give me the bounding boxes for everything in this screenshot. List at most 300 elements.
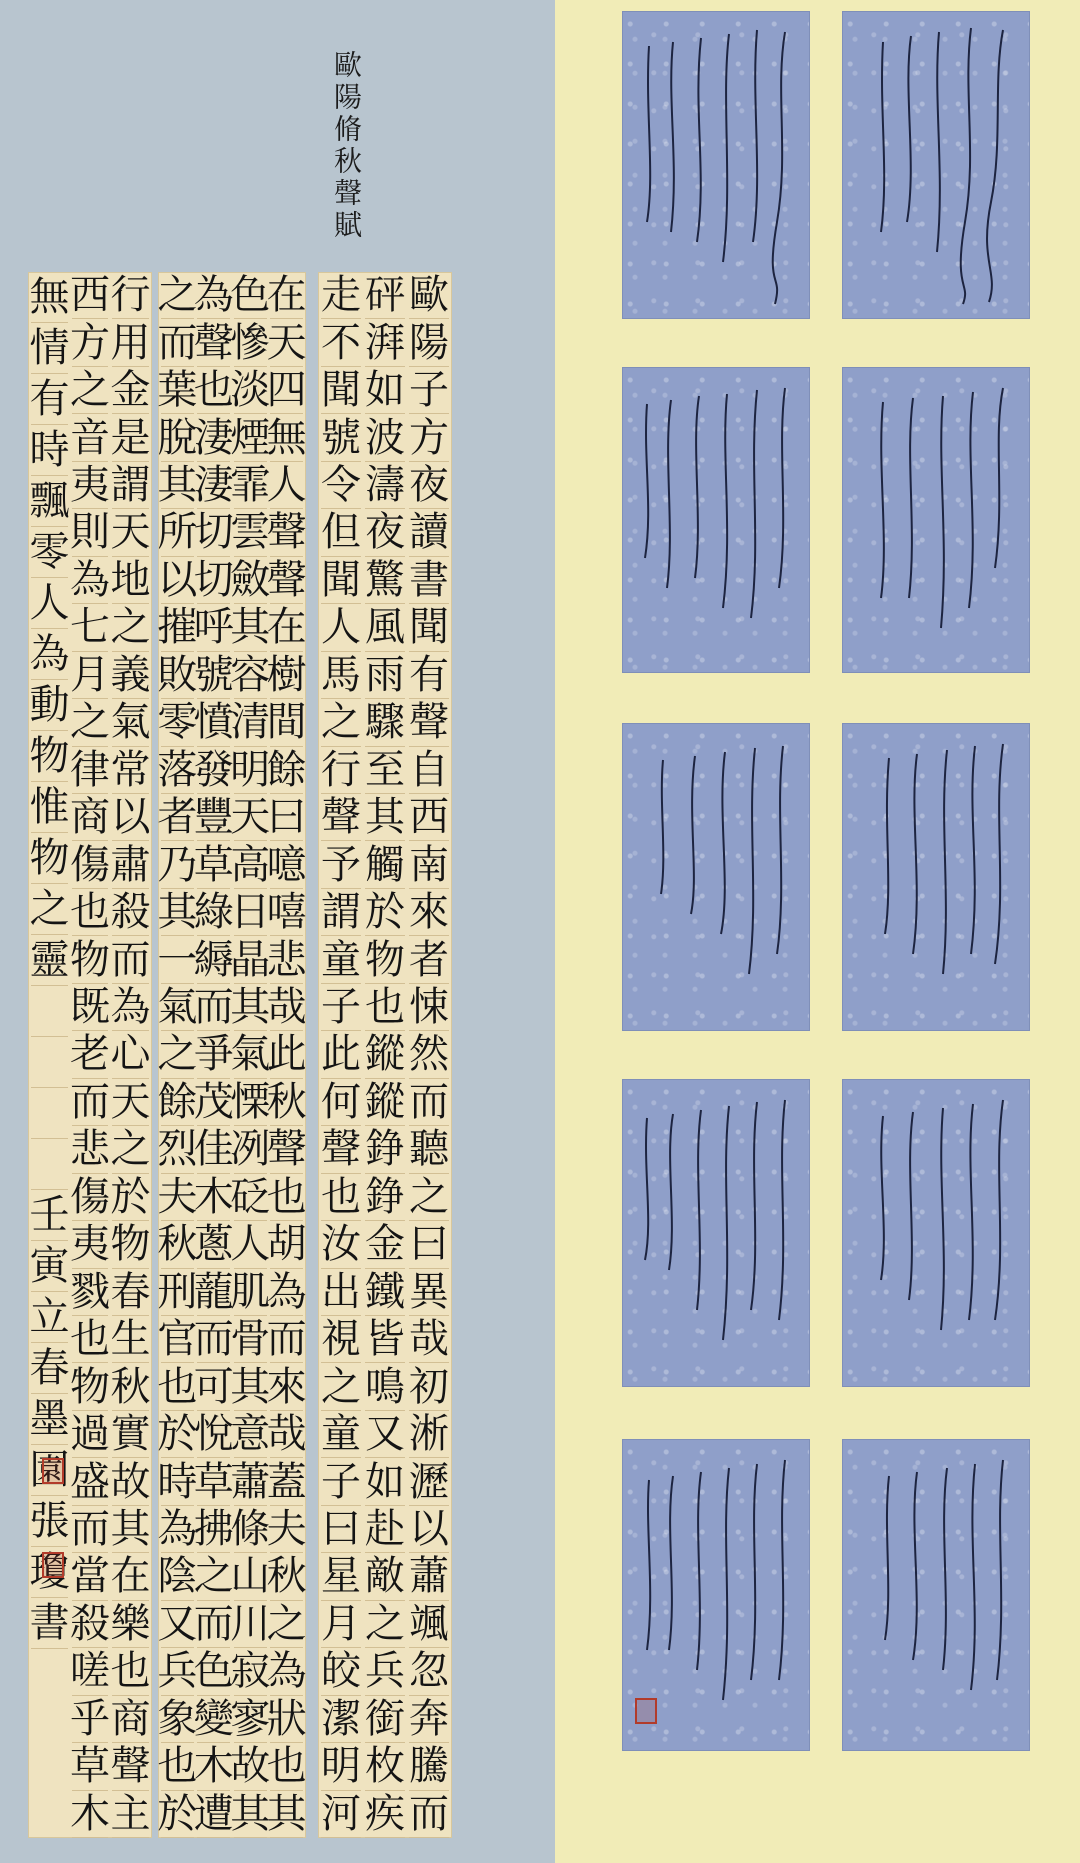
character-cell: 夜 (365, 509, 405, 556)
album-leaf-1-left (623, 12, 809, 318)
character-cell: 瀝 (408, 1458, 449, 1505)
character-cell: 哉 (266, 984, 307, 1031)
character-cell: 兵 (157, 1648, 198, 1695)
character-cell: 木 (193, 1743, 234, 1790)
character-cell: 而 (193, 984, 234, 1031)
character-cell: 乎 (70, 1695, 110, 1742)
character-cell: 此 (266, 1031, 307, 1078)
grid-panel-left (28, 272, 152, 1838)
character-cell: 錚 (365, 1126, 405, 1173)
character-cell: 有 (31, 374, 68, 425)
character-cell: 書 (31, 1598, 68, 1649)
character-cell (31, 1037, 68, 1088)
character-cell: 其 (110, 1506, 151, 1552)
character-cell: 書 (408, 556, 449, 603)
character-cell: 西 (70, 272, 110, 319)
character-cell: 蕭 (408, 1553, 449, 1600)
character-cell: 童 (321, 1411, 362, 1458)
character-cell: 零 (157, 699, 198, 746)
character-cell: 物 (70, 1363, 110, 1410)
character-cell: 煙 (230, 414, 271, 461)
album-leaf-2-left (623, 368, 809, 672)
character-cell: 兵 (365, 1648, 405, 1695)
character-cell: 如 (365, 1458, 405, 1505)
character-cell: 肌 (230, 1268, 271, 1315)
character-cell: 動 (31, 680, 68, 731)
text-column (72, 272, 109, 1838)
character-cell: 落 (157, 746, 198, 793)
character-cell: 老 (70, 1031, 110, 1078)
character-cell: 殺 (70, 1600, 110, 1647)
character-cell: 而 (408, 1790, 449, 1837)
right-album-mount (555, 0, 1080, 1863)
character-cell: 以 (157, 556, 198, 603)
character-cell: 摧 (157, 604, 198, 651)
character-cell: 其 (230, 1790, 271, 1837)
character-cell: 人 (31, 578, 68, 629)
character-cell: 晶 (230, 936, 271, 983)
character-cell: 秋 (266, 1553, 307, 1600)
grid-panel-middle (158, 272, 306, 1838)
character-cell: 時 (31, 425, 68, 476)
character-cell: 聲 (266, 509, 307, 556)
character-cell: 乃 (157, 841, 198, 888)
character-cell: 寅 (31, 1241, 68, 1292)
character-cell: 天 (110, 509, 151, 556)
character-cell: 呼 (193, 604, 234, 651)
character-cell: 也 (266, 1743, 307, 1790)
character-cell: 靈 (31, 935, 68, 986)
character-cell: 其 (230, 604, 271, 651)
character-cell: 鏦 (365, 1031, 405, 1078)
character-cell: 也 (193, 367, 234, 414)
character-cell: 秋 (110, 1363, 151, 1410)
character-cell: 飄 (31, 476, 68, 527)
character-cell: 異 (408, 1268, 449, 1315)
character-cell: 而 (110, 936, 151, 983)
character-cell: 砭 (230, 1173, 271, 1220)
character-cell: 律 (70, 746, 110, 793)
character-cell: 淡 (230, 367, 271, 414)
character-cell: 蔥 (193, 1221, 234, 1268)
character-cell: 之 (193, 1553, 234, 1600)
character-cell: 南 (408, 841, 449, 888)
seal-stamp (635, 1698, 657, 1724)
character-cell: 天 (266, 319, 307, 366)
character-cell: 觸 (365, 841, 405, 888)
character-cell: 也 (266, 1173, 307, 1220)
character-cell: 子 (321, 984, 362, 1031)
character-cell: 草 (193, 841, 234, 888)
character-cell: 商 (70, 794, 110, 841)
character-cell: 零 (31, 527, 68, 578)
character-cell: 為 (266, 1648, 307, 1695)
character-cell: 氣 (157, 984, 198, 1031)
character-cell: 餘 (157, 1078, 198, 1125)
character-cell: 變 (193, 1695, 234, 1742)
album-leaf-2-right (843, 368, 1029, 672)
character-cell: 謂 (321, 889, 362, 936)
character-cell: 人 (266, 462, 307, 509)
character-cell: 天 (110, 1078, 151, 1125)
character-cell: 夷 (70, 462, 110, 509)
character-cell: 人 (321, 604, 362, 651)
character-cell: 淒 (193, 462, 234, 509)
character-cell: 而 (193, 1316, 234, 1363)
character-cell: 之 (365, 1600, 405, 1647)
character-cell: 如 (365, 367, 405, 414)
character-cell: 波 (365, 414, 405, 461)
character-cell: 清 (230, 699, 271, 746)
character-cell: 悅 (193, 1411, 234, 1458)
character-cell: 故 (110, 1458, 151, 1505)
character-cell: 也 (70, 889, 110, 936)
character-cell: 之 (70, 367, 110, 414)
text-column (230, 272, 271, 1838)
character-cell: 時 (157, 1458, 198, 1505)
character-cell: 樂 (110, 1600, 151, 1647)
character-cell: 曰 (408, 1221, 449, 1268)
character-cell: 餘 (266, 746, 307, 793)
character-cell: 號 (321, 414, 362, 461)
character-cell: 蓋 (266, 1458, 307, 1505)
character-cell: 童 (321, 936, 362, 983)
character-cell: 脫 (157, 414, 198, 461)
character-cell: 生 (110, 1316, 151, 1363)
character-cell: 予 (321, 841, 362, 888)
character-cell: 用 (110, 319, 151, 366)
character-cell: 冽 (230, 1126, 271, 1173)
character-cell: 於 (110, 1173, 151, 1220)
character-cell: 明 (321, 1743, 362, 1790)
album-leaf-5-right (843, 1440, 1029, 1750)
character-cell: 色 (193, 1648, 234, 1695)
character-cell: 之 (321, 699, 362, 746)
character-cell: 又 (157, 1600, 198, 1647)
character-cell: 枚 (365, 1743, 405, 1790)
character-cell: 陰 (157, 1553, 198, 1600)
character-cell: 不 (321, 319, 362, 366)
character-cell: 明 (230, 746, 271, 793)
character-cell: 雨 (365, 651, 405, 698)
character-cell: 高 (230, 841, 271, 888)
character-cell: 行 (110, 272, 151, 319)
character-cell: 也 (70, 1316, 110, 1363)
character-cell: 傷 (70, 841, 110, 888)
character-cell: 赴 (365, 1506, 405, 1552)
character-cell: 風 (365, 604, 405, 651)
text-column (157, 272, 198, 1838)
character-cell: 無 (31, 272, 68, 323)
album-leaf-4-left (623, 1080, 809, 1386)
character-cell: 金 (110, 367, 151, 414)
character-cell: 斂 (230, 556, 271, 603)
character-cell: 刑 (157, 1268, 198, 1315)
character-cell: 霏 (230, 462, 271, 509)
character-cell: 濤 (365, 462, 405, 509)
character-cell: 自 (408, 746, 449, 793)
character-cell: 然 (408, 1031, 449, 1078)
character-cell: 立 (31, 1292, 68, 1343)
character-cell: 奔 (408, 1695, 449, 1742)
character-cell: 方 (70, 319, 110, 366)
character-cell: 氣 (230, 1031, 271, 1078)
character-cell: 既 (70, 984, 110, 1031)
character-cell: 其 (230, 1363, 271, 1410)
character-cell: 寂 (230, 1648, 271, 1695)
character-cell: 鐵 (365, 1268, 405, 1315)
character-cell: 汝 (321, 1221, 362, 1268)
character-cell: 聞 (321, 367, 362, 414)
character-cell: 敵 (365, 1553, 405, 1600)
character-cell: 葉 (157, 367, 198, 414)
scroll-title: 歐陽脩秋聲賦 (330, 50, 363, 242)
character-cell: 色 (230, 272, 271, 319)
character-cell: 日 (230, 889, 271, 936)
character-cell: 者 (408, 936, 449, 983)
character-cell (31, 1088, 68, 1139)
character-cell: 木 (70, 1790, 110, 1837)
grid-panel-right (318, 272, 452, 1838)
character-cell: 寥 (230, 1695, 271, 1742)
character-cell: 之 (110, 1126, 151, 1173)
character-cell: 商 (110, 1695, 151, 1742)
character-cell: 物 (31, 833, 68, 884)
character-cell: 官 (157, 1316, 198, 1363)
character-cell: 歐 (408, 272, 449, 319)
character-cell: 可 (193, 1363, 234, 1410)
character-cell: 聲 (408, 699, 449, 746)
character-cell: 之 (157, 272, 198, 319)
character-cell: 骨 (230, 1316, 271, 1363)
character-cell: 而 (193, 1600, 234, 1647)
character-cell: 縟 (193, 936, 234, 983)
character-cell: 淒 (193, 414, 234, 461)
character-cell: 悲 (266, 936, 307, 983)
character-cell: 墨 (31, 1394, 68, 1445)
character-cell: 為 (110, 984, 151, 1031)
character-cell: 物 (110, 1221, 151, 1268)
character-cell: 秋 (266, 1078, 307, 1125)
character-cell: 蘢 (193, 1268, 234, 1315)
text-column (31, 272, 68, 1838)
character-cell: 胡 (266, 1221, 307, 1268)
character-cell: 湃 (365, 319, 405, 366)
character-cell: 物 (31, 731, 68, 782)
character-cell: 在 (110, 1553, 151, 1600)
character-cell: 象 (157, 1695, 198, 1742)
album-leaf-5-left (623, 1440, 809, 1750)
character-cell: 方 (408, 414, 449, 461)
character-cell: 夫 (157, 1173, 198, 1220)
character-cell: 豐 (193, 794, 234, 841)
character-cell: 疾 (365, 1790, 405, 1837)
character-cell: 人 (230, 1221, 271, 1268)
character-cell: 條 (230, 1506, 271, 1552)
character-cell: 聲 (193, 319, 234, 366)
character-cell: 來 (408, 889, 449, 936)
character-cell: 之 (408, 1173, 449, 1220)
character-cell: 皎 (321, 1648, 362, 1695)
character-cell: 何 (321, 1078, 362, 1125)
character-cell: 其 (157, 889, 198, 936)
character-cell: 哉 (266, 1411, 307, 1458)
character-cell: 至 (365, 746, 405, 793)
character-cell: 蕭 (230, 1458, 271, 1505)
character-cell: 在 (266, 272, 307, 319)
character-cell: 噫 (266, 841, 307, 888)
character-cell: 曰 (321, 1506, 362, 1552)
character-cell: 鏦 (365, 1078, 405, 1125)
character-cell: 之 (31, 884, 68, 935)
character-cell: 騰 (408, 1743, 449, 1790)
character-cell: 其 (157, 462, 198, 509)
character-cell: 山 (230, 1553, 271, 1600)
character-cell: 壬 (31, 1190, 68, 1241)
character-cell: 出 (321, 1268, 362, 1315)
character-cell: 聞 (408, 604, 449, 651)
album-leaf-1-right (843, 12, 1029, 318)
character-cell: 月 (70, 651, 110, 698)
character-cell: 聲 (321, 794, 362, 841)
character-cell: 則 (70, 509, 110, 556)
character-cell: 張 (31, 1496, 68, 1547)
character-cell: 也 (110, 1648, 151, 1695)
character-cell: 謂 (110, 462, 151, 509)
character-cell: 木 (193, 1173, 234, 1220)
character-cell: 綠 (193, 889, 234, 936)
character-cell: 是 (110, 414, 151, 461)
character-cell: 者 (157, 794, 198, 841)
character-cell: 忽 (408, 1648, 449, 1695)
character-cell: 號 (193, 651, 234, 698)
character-cell: 氣 (110, 699, 151, 746)
character-cell: 驟 (365, 699, 405, 746)
character-cell: 錚 (365, 1173, 405, 1220)
character-cell: 聲 (266, 556, 307, 603)
character-cell: 切 (193, 556, 234, 603)
character-cell: 烈 (157, 1126, 198, 1173)
character-cell: 哉 (408, 1316, 449, 1363)
character-cell: 夫 (266, 1506, 307, 1552)
character-cell: 又 (365, 1411, 405, 1458)
character-cell: 皆 (365, 1316, 405, 1363)
text-column (321, 272, 361, 1838)
character-cell: 所 (157, 509, 198, 556)
character-cell: 曰 (266, 794, 307, 841)
character-cell: 之 (70, 699, 110, 746)
character-cell: 一 (157, 936, 198, 983)
character-cell: 遭 (193, 1790, 234, 1837)
character-cell: 盛 (70, 1458, 110, 1505)
character-cell: 之 (321, 1363, 362, 1410)
character-cell: 有 (408, 651, 449, 698)
character-cell: 此 (321, 1031, 362, 1078)
character-cell: 河 (321, 1790, 362, 1837)
character-cell: 之 (266, 1600, 307, 1647)
character-cell: 也 (157, 1363, 198, 1410)
character-cell: 其 (230, 984, 271, 1031)
character-cell: 而 (70, 1506, 110, 1552)
character-cell: 驚 (365, 556, 405, 603)
character-cell: 為 (70, 556, 110, 603)
character-cell: 走 (321, 272, 362, 319)
character-cell: 實 (110, 1411, 151, 1458)
character-cell: 而 (408, 1078, 449, 1125)
character-cell: 也 (321, 1173, 362, 1220)
character-cell: 子 (321, 1458, 362, 1505)
character-cell: 之 (157, 1031, 198, 1078)
character-cell: 慘 (230, 319, 271, 366)
character-cell: 拂 (193, 1506, 234, 1552)
character-cell: 草 (193, 1458, 234, 1505)
character-cell: 雲 (230, 509, 271, 556)
character-cell: 嗟 (70, 1648, 110, 1695)
seal-stamp (42, 1458, 64, 1484)
character-cell: 當 (70, 1553, 110, 1600)
character-cell: 容 (230, 651, 271, 698)
character-cell: 過 (70, 1411, 110, 1458)
character-cell: 讀 (408, 509, 449, 556)
character-cell: 之 (110, 604, 151, 651)
character-cell: 月 (321, 1600, 362, 1647)
character-cell: 金 (365, 1221, 405, 1268)
seal-stamp (42, 1552, 64, 1578)
character-cell: 於 (157, 1411, 198, 1458)
character-cell: 川 (230, 1600, 271, 1647)
character-cell: 以 (110, 794, 151, 841)
character-cell: 在 (266, 604, 307, 651)
character-cell: 殺 (110, 889, 151, 936)
character-cell: 切 (193, 509, 234, 556)
text-column (193, 272, 234, 1838)
character-cell: 行 (321, 746, 362, 793)
character-cell: 星 (321, 1553, 362, 1600)
character-cell: 西 (408, 794, 449, 841)
character-cell: 視 (321, 1316, 362, 1363)
character-cell: 以 (408, 1506, 449, 1552)
character-cell: 狀 (266, 1695, 307, 1742)
character-cell: 為 (266, 1268, 307, 1315)
character-cell: 聽 (408, 1126, 449, 1173)
character-cell: 夷 (70, 1221, 110, 1268)
text-column (365, 272, 405, 1838)
character-cell: 情 (31, 323, 68, 374)
character-cell: 聲 (266, 1126, 307, 1173)
character-cell: 聲 (110, 1743, 151, 1790)
character-cell: 七 (70, 604, 110, 651)
character-cell: 常 (110, 746, 151, 793)
character-cell: 音 (70, 414, 110, 461)
character-cell: 佳 (193, 1126, 234, 1173)
text-column (266, 272, 307, 1838)
character-cell: 為 (31, 629, 68, 680)
character-cell: 間 (266, 699, 307, 746)
character-cell: 聲 (321, 1126, 362, 1173)
album-leaf-3-right (843, 724, 1029, 1030)
character-cell: 令 (321, 462, 362, 509)
character-cell: 而 (157, 319, 198, 366)
character-cell: 戮 (70, 1268, 110, 1315)
character-cell: 於 (365, 889, 405, 936)
character-cell: 為 (193, 272, 234, 319)
character-cell: 悚 (408, 984, 449, 1031)
character-cell: 銜 (365, 1695, 405, 1742)
character-cell: 子 (408, 367, 449, 414)
character-cell: 來 (266, 1363, 307, 1410)
character-cell: 惟 (31, 782, 68, 833)
character-cell: 秋 (157, 1221, 198, 1268)
